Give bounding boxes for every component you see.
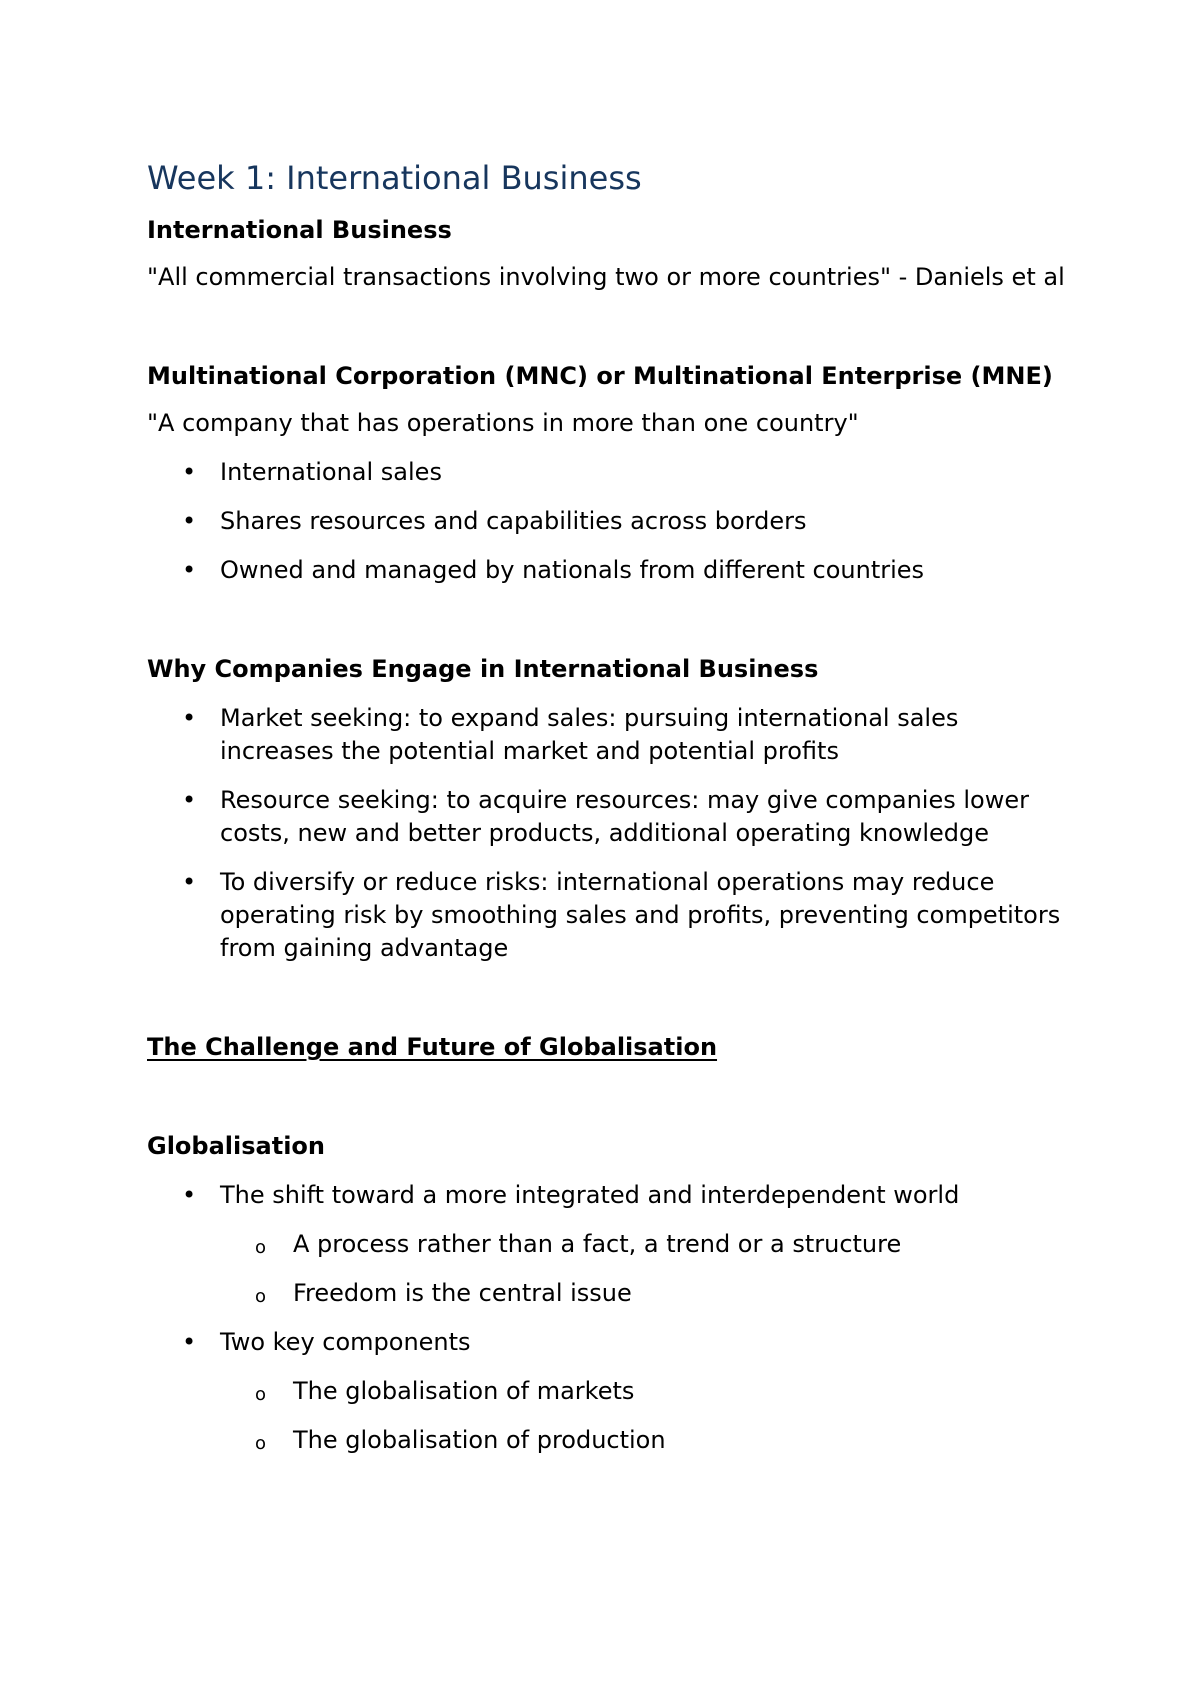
list-item [147,1179,1067,1212]
document-title: Week 1: International Business [147,159,642,197]
sub-list-item [147,1228,1067,1261]
list-item-text: Owned and managed by nationals from different countries [220,556,925,584]
sub-list-item-text: The globalisation of markets [293,1377,635,1405]
section-heading: Why Companies Engage in International Business [147,655,819,683]
bullet-marker: • [182,1181,197,1209]
sub-list-item [147,1375,1067,1408]
section-why-companies [147,653,1067,965]
bullet-marker: • [182,458,197,486]
list-item-text: To diversify or reduce risks: international operations may reduce operating risk by smoothing sales and profits, preventing competitors from gaining advantage [220,868,1061,962]
section-globalisation [147,1130,1067,1457]
list-item [147,505,1067,538]
bullet-list [147,702,1067,965]
sub-list-item-text: The globalisation of production [293,1426,666,1454]
sub-bullet-list [147,1375,1067,1457]
sub-list-item [147,1277,1067,1310]
bullet-list [147,1179,1067,1212]
section-mnc [147,360,1067,587]
sub-bullet-marker: o [255,1433,267,1454]
bullet-marker: • [182,1328,197,1356]
sub-list-item-text: Freedom is the central issue [293,1279,632,1307]
list-item [147,702,1067,768]
list-item-text: Two key components [220,1328,471,1356]
bullet-marker: • [182,786,197,814]
section-challenge-globalisation [147,1031,1067,1064]
sub-list-item [147,1424,1067,1457]
definition-quote: "All commercial transactions involving two or more countries" - Daniels et al [147,263,1065,291]
sub-list-item-text: A process rather than a fact, a trend or a structure [293,1230,902,1258]
list-item [147,1326,1067,1359]
list-item-text: International sales [220,458,442,486]
sub-bullet-marker: o [255,1237,267,1258]
section-heading: Globalisation [147,1132,325,1160]
section-heading: International Business [147,216,452,244]
section-heading: Multinational Corporation (MNC) or Multinational Enterprise (MNE) [147,362,1053,390]
list-item-text: The shift toward a more integrated and interdependent world [220,1181,960,1209]
bullet-marker: • [182,704,197,732]
definition-quote: "A company that has operations in more than one country" [147,409,859,437]
list-item-text: Shares resources and capabilities across borders [220,507,807,535]
list-item [147,866,1067,965]
list-item [147,784,1067,850]
list-item-text: Resource seeking: to acquire resources: may give companies lower costs, new and better products, additional operating knowledge [220,786,1029,847]
bullet-marker: • [182,507,197,535]
list-item [147,554,1067,587]
bullet-list [147,1326,1067,1359]
sub-bullet-marker: o [255,1384,267,1405]
bullet-marker: • [182,868,197,896]
sub-bullet-marker: o [255,1286,267,1307]
sub-bullet-list [147,1228,1067,1310]
section-heading-underlined: The Challenge and Future of Globalisation [147,1033,718,1061]
list-item-text: Market seeking: to expand sales: pursuing international sales increases the potential market and potential profits [220,704,959,765]
section-international-business [147,214,1067,294]
list-item [147,456,1067,489]
document-page [147,156,1067,1457]
bullet-marker: • [182,556,197,584]
bullet-list [147,456,1067,587]
